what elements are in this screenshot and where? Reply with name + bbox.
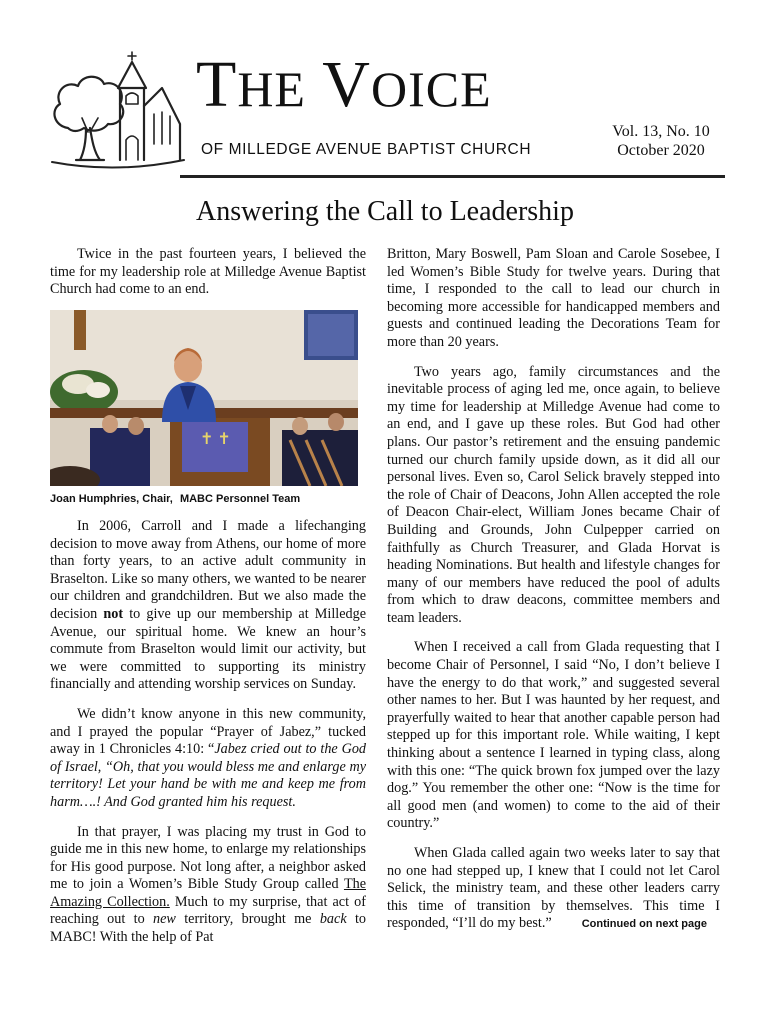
paragraph-text: territory, brought me	[175, 911, 320, 928]
title-letter-v: V	[322, 48, 371, 121]
scripture-quote: Jabez cried out to the God of Israel, “Oh, that you would bless me and enlarge my territory! Let your hand be with me and keep me from harm….! And God granted him his request.	[50, 741, 367, 810]
caption-role: MABC Personnel Team	[179, 493, 301, 505]
paragraph-text: Much to my surprise, that act of reaching out to	[50, 893, 366, 928]
right-column-body	[387, 246, 720, 946]
paragraph-text: In 2006, Carroll and I made a lifechanging decision to move away from Athens, our home of more than forty years, to an active adult community in Braselton. Like so many others, we wanted to be nearer our children and grandchildren. But we also made the decision	[50, 518, 366, 622]
article-headline: Answering the Call to Leadership	[196, 196, 574, 227]
emphasis-back: back	[319, 911, 347, 928]
church-tree-logo	[46, 48, 186, 176]
paragraph-text: In that prayer, I was placing my trust in God to guide me in this new home, to enlarge my relationships for His good purpose. Not long after, a neighbor asked me to join a Women’s Bible Study Group called	[50, 823, 366, 893]
paragraph-text: to give up our membership at Milledge Avenue, our spiritual home. We knew an hour’s commute from Braselton would limit our activity, but we were committed to supporting its ministry financially and attending worship services on Sunday.	[50, 605, 367, 693]
joan-humphries-photo	[50, 310, 358, 486]
paragraph-text: to MABC! With the help of Pat	[50, 911, 366, 946]
continued-notice: Continued on next page	[581, 918, 707, 931]
paragraph-two-years-ago: Two years ago, family circumstances and the inevitable process of aging led me, once again, to believe my time for leadership at Milledge Avenue had come to an end, and I gave up these roles. But God had other plans. Our pastor’s retirement and the ensuing pandemic turned our church family upside down, as it did all our personal lives. Even so, Carol Selick bravely stepped into the role of Chair of Deacons, John Allen accepted the role of Deacon Chair-elect, William Jones became Chair of Building and Grounds, John Culpepper carried on faithfully as Church Treasurer, and Glada Horvat is heading Nominations. But health and lifestyle changes for many of our members have reduced the pool of adults from which to draw deacons, committee members and team leaders.	[387, 363, 720, 626]
left-column-intro	[50, 246, 366, 311]
paragraph-prayer-of-jabez	[50, 706, 366, 812]
photo-caption	[50, 493, 304, 505]
paragraph-ill-do-my-best	[387, 845, 720, 934]
paragraph-text: When Glada called again two weeks later to say that no one had stepped up, I knew that I could not let Carol Selick, the ministry team, and these other leaders carry this time of transition by themselves. This time I responded, “I’ll do my best.”	[387, 845, 720, 932]
emphasis-new: new	[153, 911, 176, 928]
intro-paragraph: Twice in the past fourteen years, I believed the time for my leadership role at Milledge Avenue Baptist Church had come to an end.	[50, 246, 366, 298]
study-group-title: The Amazing Collection.	[50, 876, 366, 910]
paragraph-move-to-braselton	[50, 518, 366, 694]
newsletter-subtitle: OF MILLEDGE AVENUE BAPTIST CHURCH	[201, 141, 532, 158]
emphasis-not: not	[103, 605, 124, 622]
issue-info	[598, 122, 724, 160]
issue-date: October 2020	[617, 142, 705, 159]
paragraph-trust-in-god	[50, 824, 366, 947]
paragraph-womens-bible-study: Britton, Mary Boswell, Pam Sloan and Carole Sosebee, I led Women’s Bible Study for twelve years. During that time, I responded to the call to lead our church in becoming more accessible for handicapped members and guests and continued leading the Decorations Team for more than 20 years.	[387, 246, 720, 350]
title-letters-oice: OICE	[370, 61, 492, 117]
left-column-body	[50, 518, 366, 959]
paragraph-text: We didn’t know anyone in this new community, and I prayed the popular “Prayer of Jabez,” tucked away in 1 Chronicles 4:10: “	[50, 705, 366, 758]
masthead-rule	[180, 175, 725, 178]
caption-name: Joan Humphries, Chair,	[50, 493, 173, 505]
title-letters-he: HE	[237, 61, 306, 117]
title-letter-t: T	[196, 48, 238, 121]
paragraph-call-from-glada: When I received a call from Glada requesting that I become Chair of Personnel, I said “No, I don’t believe I have the energy to do that work,” and suggested several other names to her. But I was haunted by her request, and prayerfully waited to hear that another capable person had stepped up for this important role. While waiting, I kept thinking about a sentence I learned in typing class, along with this one: “The quick brown fox jumped over the lazy dog.” You remember the other one: “Now is the time for all good men (and women) to come to the aid of their country.”	[387, 639, 720, 832]
newsletter-title	[196, 48, 492, 121]
svg-text:✝ ✝: ✝ ✝	[200, 431, 231, 448]
volume-number: Vol. 13, No. 10	[612, 123, 710, 140]
